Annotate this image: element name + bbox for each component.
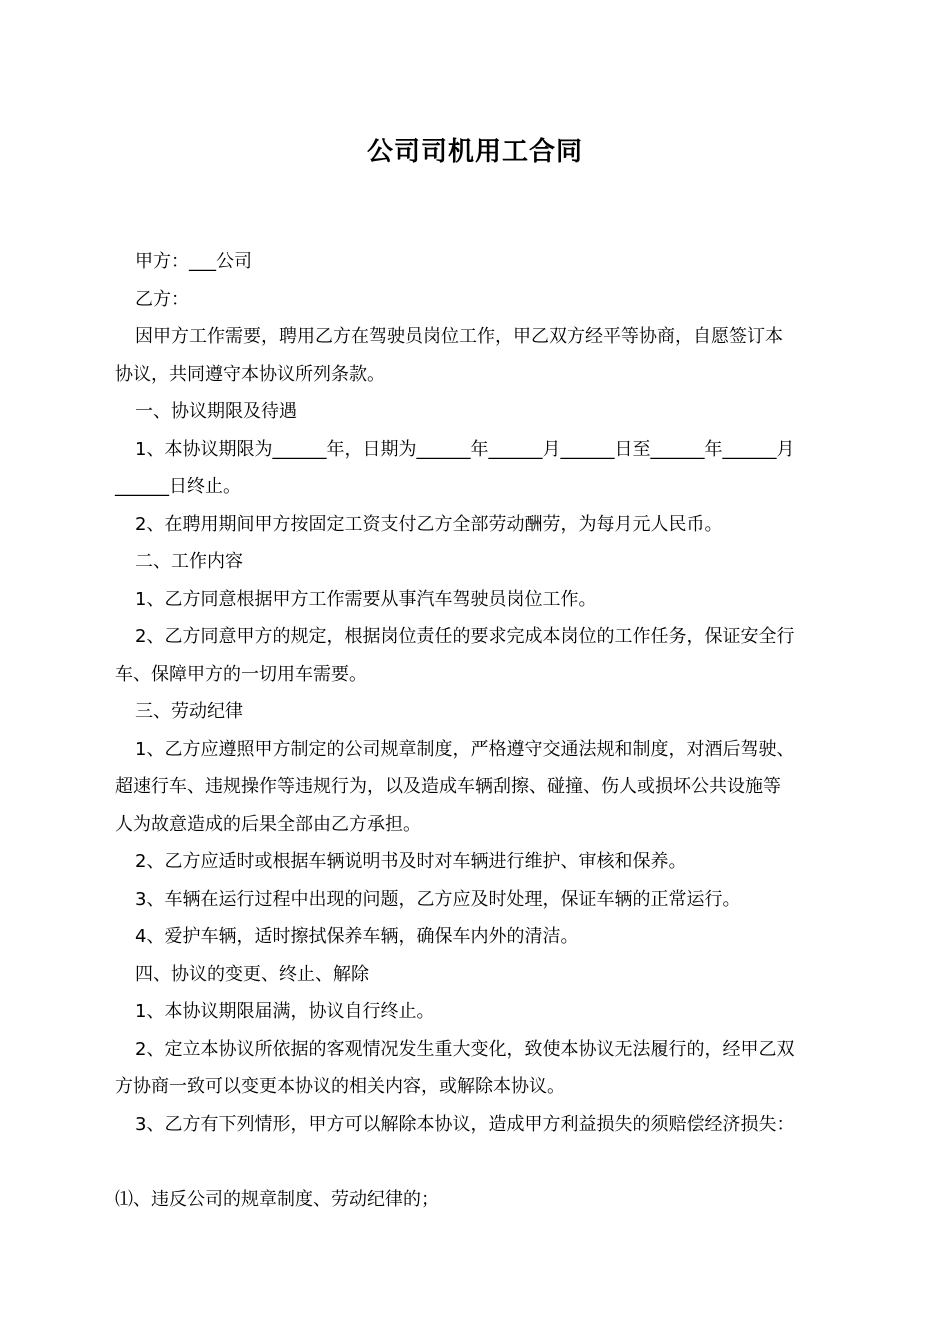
section-1-item-2: 2、在聘用期间甲方按固定工资支付乙方全部劳动酬劳，为每月元人民币。 <box>135 514 723 535</box>
section-3-item-3: 3、车辆在运行过程中出现的问题，乙方应及时处理，保证车辆的正常运行。 <box>135 889 741 910</box>
section-1-heading: 一、协议期限及待遇 <box>135 401 297 422</box>
section-1-item-1-line-1: 1、本协议期限为______年，日期为______年______月______日至______年______月 <box>135 439 795 460</box>
intro-paragraph-line-1: 因甲方工作需要，聘用乙方在驾驶员岗位工作，甲乙双方经平等协商，自愿签订本 <box>135 326 783 347</box>
party-b-line: 乙方： <box>135 289 189 310</box>
section-3-item-4: 4、爱护车辆，适时擦拭保养车辆，确保车内外的清洁。 <box>135 926 579 947</box>
section-4-item-3-sub-1: ⑴、违反公司的规章制度、劳动纪律的； <box>115 1189 439 1210</box>
intro-paragraph-line-2: 协议，共同遵守本协议所列条款。 <box>115 364 385 385</box>
section-3-item-1-line-3: 人为故意造成的后果全部由乙方承担。 <box>115 814 421 835</box>
section-4-heading: 四、协议的变更、终止、解除 <box>135 964 369 985</box>
section-2-item-2-line-2: 车、保障甲方的一切用车需要。 <box>115 664 367 685</box>
section-4-item-3: 3、乙方有下列情形，甲方可以解除本协议，造成甲方利益损失的须赔偿经济损失： <box>135 1114 795 1135</box>
section-3-item-1-line-2: 超速行车、违规操作等违规行为，以及造成车辆刮擦、碰撞、伤人或损坏公共设施等 <box>115 776 781 797</box>
party-a-line: 甲方：___公司 <box>135 251 252 272</box>
section-1-item-1-line-2: ______日终止。 <box>115 476 241 497</box>
section-4-item-1: 1、本协议期限届满，协议自行终止。 <box>135 1001 435 1022</box>
section-2-item-2-line-1: 2、乙方同意甲方的规定，根据岗位责任的要求完成本岗位的工作任务，保证安全行 <box>135 626 795 647</box>
section-3-heading: 三、劳动纪律 <box>135 701 243 722</box>
section-4-item-2-line-2: 方协商一致可以变更本协议的相关内容，或解除本协议。 <box>115 1076 565 1097</box>
section-4-item-2-line-1: 2、定立本协议所依据的客观情况发生重大变化，致使本协议无法履行的，经甲乙双 <box>135 1039 795 1060</box>
section-2-item-1: 1、乙方同意根据甲方工作需要从事汽车驾驶员岗位工作。 <box>135 589 597 610</box>
section-3-item-1-line-1: 1、乙方应遵照甲方制定的公司规章制度，严格遵守交通法规和制度，对酒后驾驶、 <box>135 739 795 760</box>
section-2-heading: 二、工作内容 <box>135 551 243 572</box>
section-3-item-2: 2、乙方应适时或根据车辆说明书及时对车辆进行维护、审核和保养。 <box>135 851 687 872</box>
page-title: 公司司机用工合同 <box>366 137 583 167</box>
